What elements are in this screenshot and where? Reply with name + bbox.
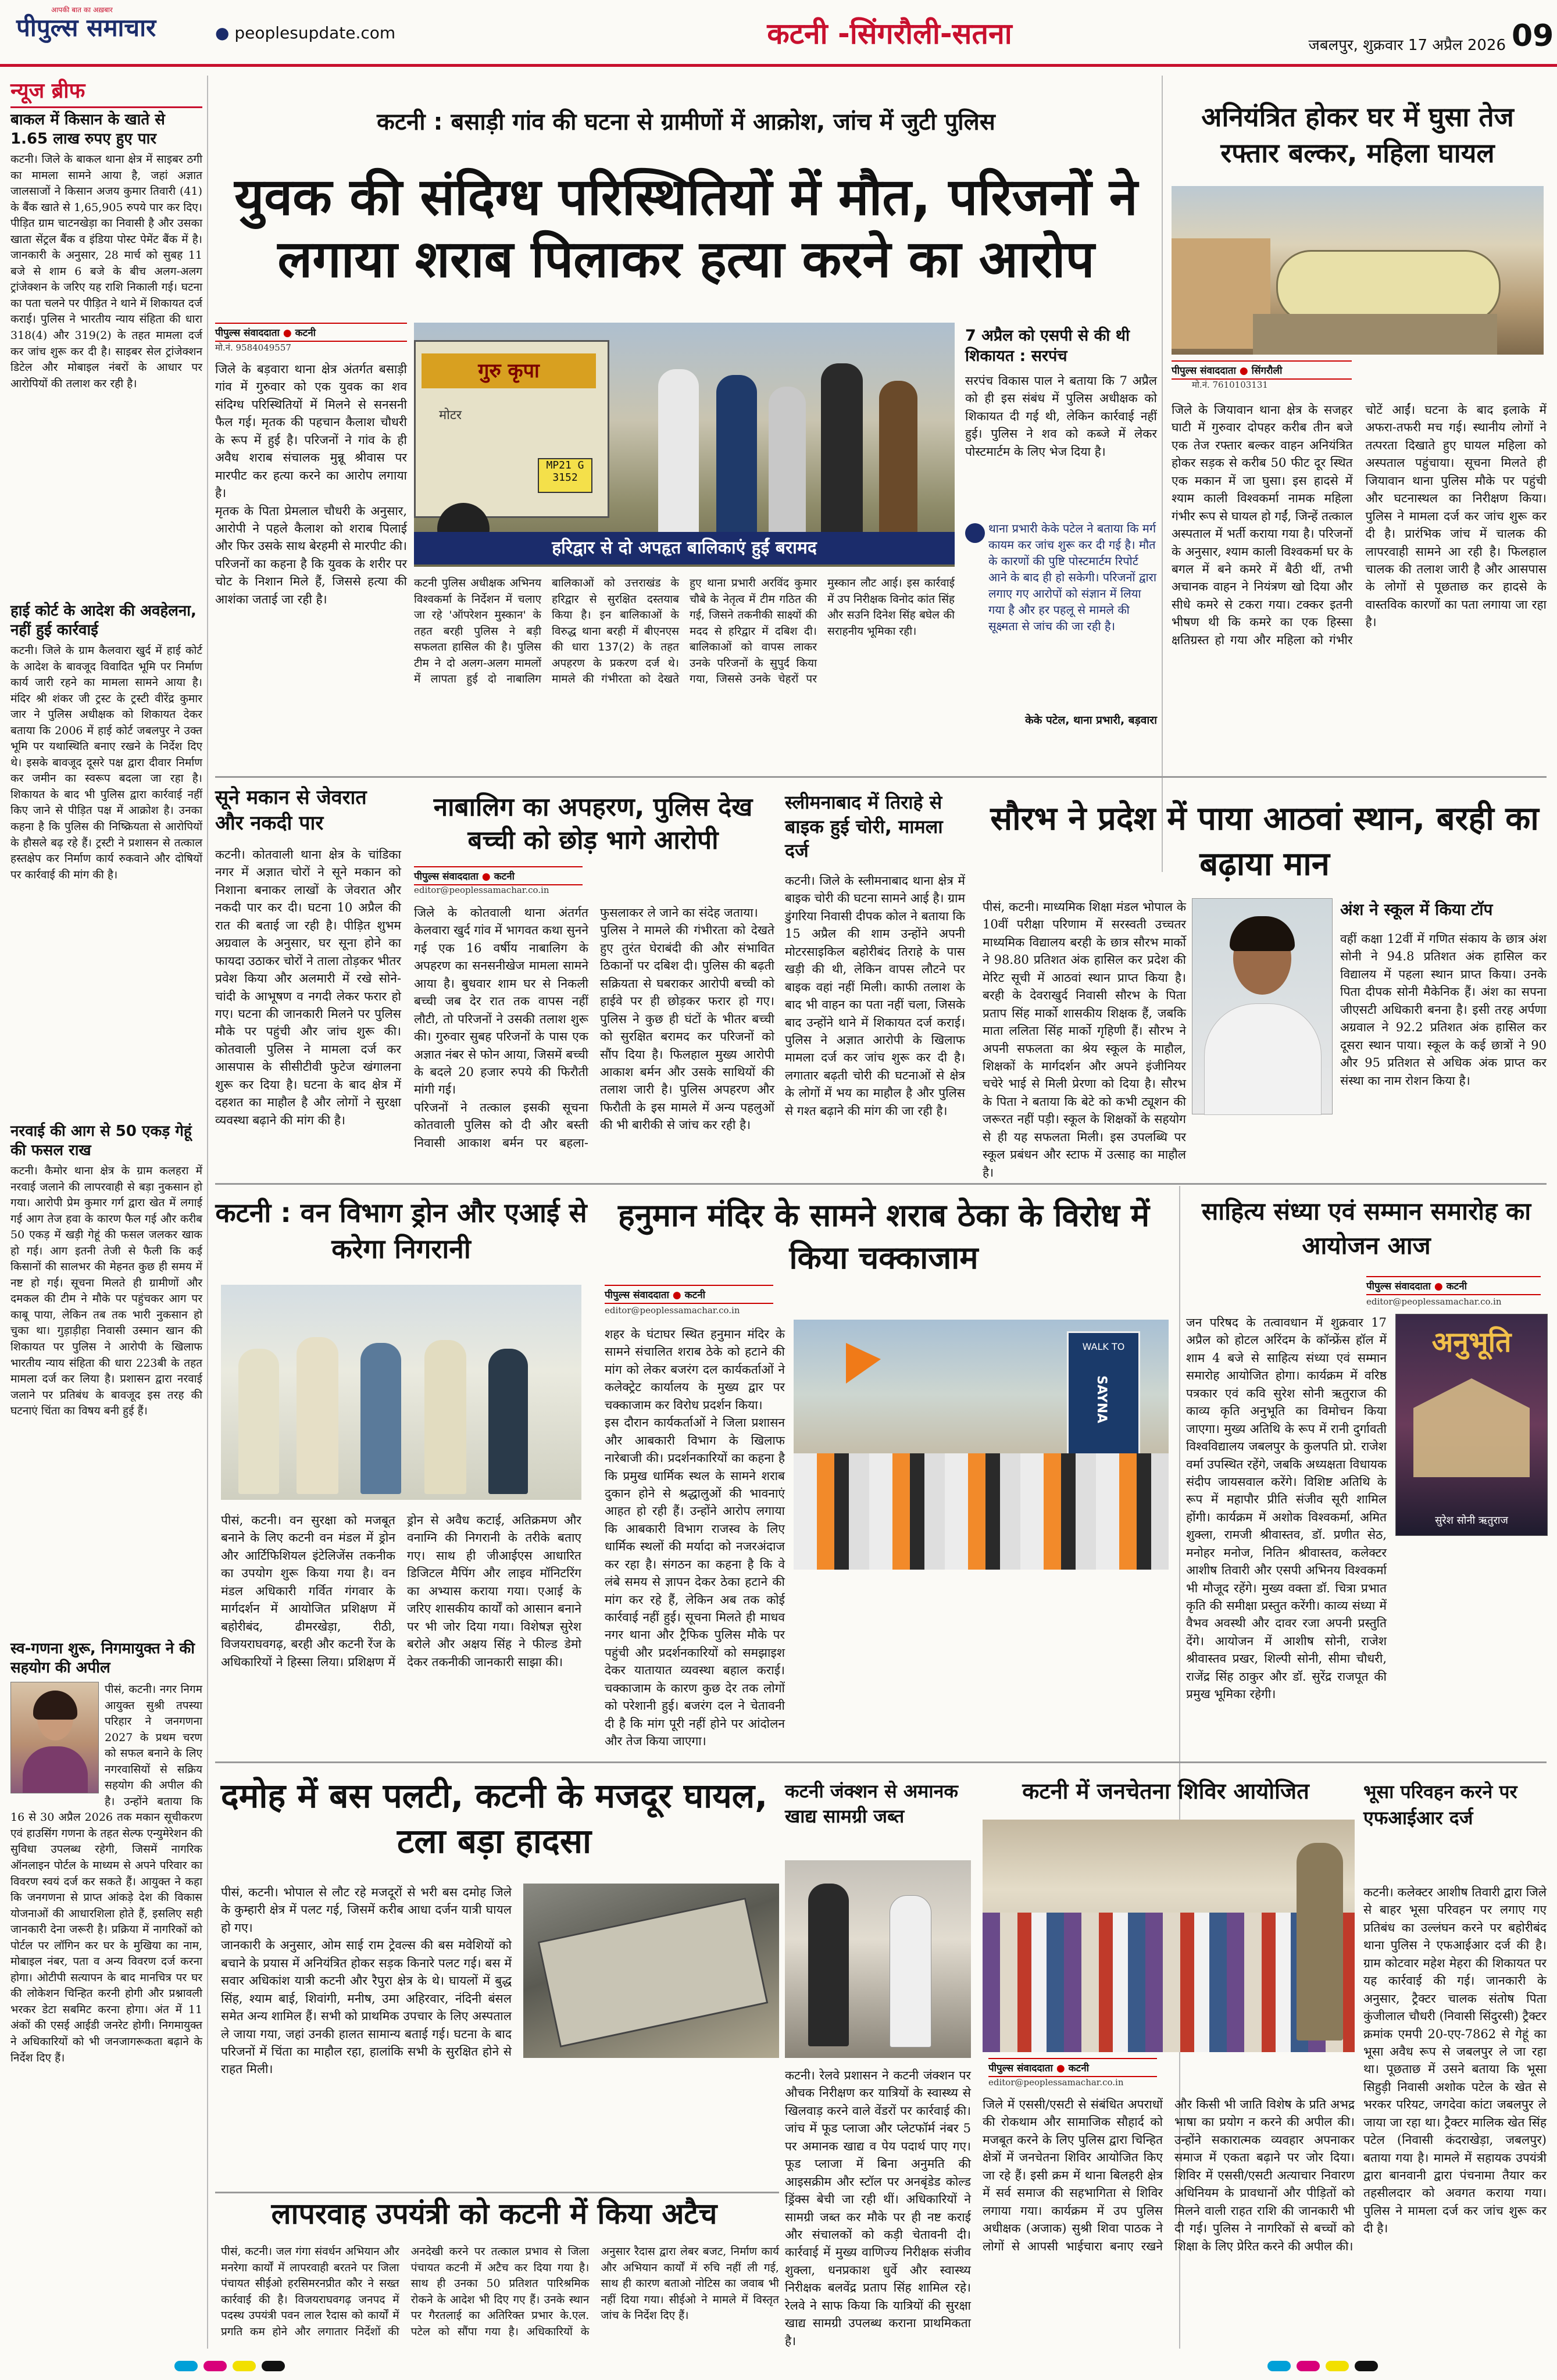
- truck-photo: [1172, 186, 1544, 355]
- temple-body-1: शहर के घंटाघर स्थित हनुमान मंदिर के सामने संचालित शराब ठेके को हटाने की मांग को लेकर बजरंग दल कार्यकर्ताओं ने कलेक्ट्रेट कार्यालय के मुख्य द्वार पर चक्काजाम कर विरोध प्रदर्शन किया। इस दौरान कार्यकर्ताओं ने जिला प्रशासन और आबकारी विभाग के खिलाफ नारेबाजी की। प्रदर्शनकारियों का कहना है कि प्रमुख धार्मिक स्थल के सामने शराब दुकान होने से श्रद्धालुओं की भावनाएं आहत हो रही हैं। उन्होंने आरोप लगाया कि आबकारी विभाग राजस्व के लिए धार्मिक स्थलों की मर्यादा को नजरअंदाज कर रहा है। संगठन का कहना है कि वे लंबे समय से ज्ञापन देकर ठेका हटाने की मांग कर रहे हैं, लेकिन अब तक कोई कार्रवाई नहीं हुई। सूचना मिलते ही माधव नगर थाना और ट्रैफिक पुलिस मौके पर पहुंची और प्रदर्शनकारियों को समझाइश देकर यातायात व्यवस्था बहाल कराई। चक्काजाम के कारण कुछ देर तक लोगों को परेशानी हुई। बजरंग दल ने चेतावनी दी है कि मांग पूरी नहीं होने पर आंदोलन और तेज किया जाएगा।: [605, 1327, 785, 1749]
- person-body-icon: [1204, 1003, 1322, 1115]
- camp-email: editor@peoplessamachar.co.in: [988, 2077, 1124, 2088]
- brief-headline: स्व-गणना शुरू, निगमायुक्त ने की सहयोग की अपील: [10, 1640, 195, 1677]
- section-divider: [215, 1183, 1547, 1185]
- bullet-icon: ●: [283, 327, 292, 339]
- person-figure: [238, 1349, 279, 1494]
- person-figure: [769, 387, 806, 538]
- truck-sign-small: मोटर: [439, 408, 462, 423]
- junction-body: कटनी। रेलवे प्रशासन ने कटनी जंक्शन पर औचक निरीक्षण कर यात्रियों के स्वास्थ्य से खिलवाड़ करने वाले वेंडरों पर कार्रवाई की। जांच में फूड प्लाजा और प्लेटफॉर्म नंबर 5 पर अमानक खाद्य व पेय पदार्थ पाए गए। फूड प्लाजा में बिना अनुमति की आइसक्रीम और स्टॉल पर अनबृंडेड कोल्ड ड्रिंक्स बेची जा रही थीं। अधिकारियों ने सामग्री जब्त कर मौके पर ही नष्ट कराई और संचालकों को कड़ी चेतावनी दी। कार्रवाई में मुख्य वाणिज्य निरीक्षक संजीव शुक्ला, धनप्रकाश धुर्वे और स्वास्थ्य निरीक्षक बलवेंद्र प्रताप सिंह शामिल रहे। रेलवे ने साफ किया कि यात्रियों की सुरक्षा खाद्य सामग्री उपलब्ध कराना प्राथमिकता है।: [785, 2068, 975, 2348]
- brief-item: [10, 1122, 206, 1593]
- website-link[interactable]: [215, 23, 395, 42]
- bus-photo: [523, 1884, 779, 2058]
- sahitya-headline: साहित्य संध्या एवं सम्मान समारोह का आयोजन आज: [1201, 1197, 1531, 1260]
- bullet-icon: ●: [1434, 1281, 1443, 1292]
- section-divider: [215, 2192, 779, 2193]
- number-plate: MP21 G 3152: [538, 458, 592, 493]
- issue-date: जबलपुर, शुक्रवार 17 अप्रैल 2026: [1308, 37, 1506, 54]
- attach-headline: लापरवाह उपयंत्री को कटनी में किया अटैच: [271, 2197, 717, 2231]
- brief-title: न्यूज ब्रीफ: [10, 76, 202, 108]
- byline-text: पीपुल्स संवाददाता: [1366, 1281, 1431, 1292]
- junction-headline: कटनी जंक्शन से अमानक खाद्य सामग्री जब्त: [785, 1780, 958, 1828]
- person-figure: [890, 1895, 931, 2047]
- brief-item: [10, 602, 206, 1062]
- bullet-icon: ●: [481, 871, 491, 882]
- temple-headline: हनुमान मंदिर के सामने शराब ठेका के विरोध में किया चक्काजाम: [617, 1197, 1150, 1276]
- column-divider: [207, 76, 208, 2349]
- saurabh-headline: सौरभ ने प्रदेश में पाया आठवां स्थान, बरही का बढ़ाया मान: [990, 800, 1539, 884]
- student-photo: [1192, 898, 1333, 1114]
- person-figure: [658, 369, 699, 538]
- yellow-mark: [233, 2361, 256, 2371]
- person-figure: [808, 1884, 849, 2046]
- magenta-mark: [203, 2361, 227, 2371]
- bus-headline: दमोह में बस पलटी, कटनी के मजदूर घायल, टला बड़ा हादसा: [220, 1776, 768, 1861]
- building-icon: [1413, 1378, 1530, 1477]
- book-cover: [1395, 1314, 1548, 1536]
- rescue-text: कटनी पुलिस अधीक्षक अभिनय विश्वकर्मा के निर्देशन में चलाए जा रहे 'ऑपरेशन मुस्कान' के तहत बरही पुलिस ने बड़ी सफलता हासिल की है। पुलिस टीम ने दो अलग-अलग मामलों में लापता हुई दो नाबालिग बालिकाओं को उत्तराखंड के हरिद्वार से सुरक्षित दस्तयाब किया है। इन बालिकाओं के विरुद्ध थाना बरही में बीएनएस की धारा 137(2) के तहत अपहरण के प्रकरण दर्ज थे। मामले की गंभीरता को देखते हुए थाना प्रभारी अरविंद कुमार चौबे के नेतृत्व में टीम गठित की गई, जिसने तकनीकी साक्ष्यों की मदद से हरिद्वार में दबिश दी। बालिकाओं को वापस लाकर उनके परिजनों के सुपुर्द किया गया, जिससे उनके चेहरों पर मुस्कान लौट आई। इस कार्रवाई में उप निरीक्षक विनोद कांत सिंह और सउनि दिनेश सिंह बघेल की सराहनीय भूमिका रही।: [414, 577, 959, 686]
- section-divider: [215, 1761, 1547, 1763]
- street-sign: [1067, 1331, 1140, 1463]
- section-title: कटनी -सिंगरौली-सतना: [767, 17, 1012, 51]
- kidnap-headline: नाबालिग का अपहरण, पुलिस देख बच्ची को छोड़ भागे आरोपी: [433, 792, 753, 856]
- crowd: [794, 1453, 1169, 1570]
- byline-text: पीपुल्स संवाददाता: [215, 327, 280, 339]
- food-photo: [785, 1860, 971, 2058]
- column-divider: [1162, 76, 1163, 872]
- attach-body: पीसं, कटनी। जल गंगा संवर्धन अभियान और मनरेगा कार्यों में लापरवाही बरतने पर जिला पंचायत सीईओ हरसिमरनप्रीत कौर ने सख्त कार्रवाई की है। विजयराघवगढ़ जनपद में पदस्थ उपयंत्री पवन लाल रैदास को कार्यों में प्रगति कम होने और लगातार निर्देशों की अनदेखी करने पर तत्काल प्रभाव से जिला पंचायत कटनी में अटैच कर दिया गया है। साथ ही उनका 50 प्रतिशत पारिश्रमिक रोकने के आदेश भी दिए गए हैं। उनके स्थान पर गैरतलाई का अतिरिक्त प्रभार के.एल. पटेल को सौंपा गया है। अधिकारियों के अनुसार रैदास द्वारा लेबर बजट, निर्माण कार्य और अभियान कार्यों में रुचि नहीं ली गई, साथ ही कारण बताओ नोटिस का जवाब भी नहीं दिया गया। सीईओ ने मामले में विस्तृत जांच के निर्देश दिए हैं।: [221, 2245, 783, 2338]
- byline-place: कटनी: [1068, 2063, 1090, 2074]
- truck-headline: अनियंत्रित होकर घर में घुसा तेज रफ्तार बल्कर, महिला घायल: [1201, 101, 1514, 169]
- truck-sign: [422, 353, 596, 388]
- brief-body: कटनी। जिले के ग्राम कैलवारा खुर्द में हाई कोर्ट के आदेश के बावजूद विवादित भूमि पर निर्माण कार्य जारी रहने का मामला सामने आया है। मंदिर श्री शंकर जी ट्रस्ट के ट्रस्टी वीरेंद्र कुमार जार ने पुलिस अधीक्षक को शिकायत देकर बताया कि 2006 में हाई कोर्ट जबलपुर ने उक्त भूमि पर यथास्थिति बनाए रखने के निर्देश दिए थे। इसके बावजूद दूसरे पक्ष द्वारा दीवार निर्माण कर जमीन का स्वरूप बदला जा रहा है। शिकायत के बाद भी पुलिस द्वारा कार्रवाई नहीं किए जाने से पीड़ित पक्ष में आक्रोश है। उनका कहना है कि पुलिस की निष्क्रियता से आरोपियों के हौसले बढ़ रहे हैं। ट्रस्टी ने प्रशासन से तत्काल हस्तक्षेप कर निर्माण कार्य रुकवाने और दोषियों पर कार्रवाई की मांग की है।: [10, 644, 206, 881]
- temple-email: editor@peoplessamachar.co.in: [605, 1305, 740, 1316]
- page-number: 09: [1512, 19, 1554, 53]
- brief-body: पीसं, कटनी। नगर निगम आयुक्त सुश्री तपस्या परिहार ने जनगणना 2027 के प्रथम चरण को सफल बनाने के लिए नगरवासियों से सक्रिय सहयोग की अपील की है। उन्होंने बताया कि 16 से 30 अप्रैल 2026 तक मकान सूचीकरण एवं हाउसिंग गणना के तहत सेल्फ एन्युमेरेशन की सुविधा उपलब्ध रहेगी, जिसमें नागरिक ऑनलाइन पोर्टल के माध्यम से अपने परिवार का विवरण स्वयं दर्ज कर सकते हैं। आयुक्त ने कहा कि जनगणना से प्राप्त आंकड़े देश की विकास योजनाओं की आधारशिला होते हैं, इसलिए सही जानकारी देना जरूरी है। प्रक्रिया में नागरिकों को पोर्टल पर लॉगिन कर घर के मुखिया का नाम, मोबाइल नंबर, पता व अन्य विवरण दर्ज करना होगा। ओटीपी सत्यापन के बाद मानचित्र पर घर की लोकेशन चिन्हित करनी होगी और प्रश्नावली भरकर डेटा सबमिट करना होगा। अंत में 11 अंकों की एसई आईडी जनरेट होगी। निगमायुक्त ने अधिकारियों को भी जनजागरूकता बढ़ाने के निर्देश दिए हैं।: [10, 1683, 206, 2064]
- person-figure: [879, 381, 917, 538]
- byline-place: कटनी: [684, 1289, 706, 1301]
- truck-body: जिले के जियावान थाना क्षेत्र के सजहर घाटी में गुरुवार दोपहर करीब तीन बजे एक तेज रफ्तार बल्कर वाहन अनियंत्रित होकर सड़क से करीब 50 फीट दूर स्थित एक मकान में जा घुसा। इस हादसे में श्याम काली विश्वकर्मा नामक महिला गंभीर रूप से घायल हो गईं, जिन्हें तत्काल अस्पताल में भर्ती कराया गया है। परिजनों के अनुसार, श्याम काली विश्वकर्मा घर के बगल में बने कमरे में बैठी थीं, तभी अचानक वाहन ने नियंत्रण खो दिया और सीधे कमरे से टकरा गया। टक्कर इतनी भीषण थी कि कमरे का एक हिस्सा क्षतिग्रस्त हो गया और महिला को गंभीर चोटें आईं। घटना के बाद इलाके में अफरा-तफरी मच गई। स्थानीय लोगों ने तत्परता दिखाते हुए घायल महिला को अस्पताल पहुंचाया। सूचना मिलते ही जियावान थाना पुलिस मौके पर पहुंची और घटनास्थल का निरीक्षण किया। पुलिस ने मामला दर्ज कर जांच शुरू कर दी है। प्रारंभिक जांच में चालक की लापरवाही सामने आ रही है। फिलहाल चालक की तलाश जारी है और आसपास के लोगों से पूछताछ कर हादसे के वास्तविक कारणों का पता लगाया जा रहा है।: [1172, 403, 1551, 647]
- temple-body-2: [605, 1575, 1169, 1750]
- yellow-mark: [1326, 2361, 1349, 2371]
- sahitya-email: editor@peoplessamachar.co.in: [1366, 1296, 1502, 1307]
- bus-body: पीसं, कटनी। भोपाल से लौट रहे मजदूरों से भरी बस दमोह जिले के कुम्हारी क्षेत्र में पलट गई, जिसमें करीब आधा दर्जन यात्री घायल हो गए। जानकारी के अनुसार, ओम साई राम ट्रेवल्स की बस मवेशियों को बचाने के प्रयास में अनियंत्रित होकर सड़क किनारे पलट गई। बस में सवार अधिकांश यात्री कटनी और रैपुरा क्षेत्र के थे। घायलों में बुद्ध सिंह, श्याम बाई, शिवांगी, मनीष, उमा अहिरवार, नंदिनी बंसल समेत अन्य शामिल हैं। सभी को प्राथमिक उपचार के लिए अस्पताल ले जाया गया, जहां उनकी हालत सामान्य बताई गई। घटना के बाद परिजनों में चिंता का माहौल रहा, हालांकि सभी के सुरक्षित होने से राहत मिली।: [221, 1885, 512, 2077]
- camp-byline: [988, 2058, 1157, 2077]
- byline-text: पीपुल्स संवाददाता: [605, 1289, 669, 1301]
- brief-body: कटनी। कैमोर थाना क्षेत्र के ग्राम कलहरा में नरवाई जलाने की लापरवाही से बड़ा नुकसान हो गया। आरोपी प्रेम कुमार गर्ग द्वारा खेत में लगाई गई आग तेज हवा के कारण फैल गई और करीब 50 एकड़ में खड़ी गेहूं की फसल जलकर खाक हो गई। आग इतनी तेजी से फैली कि कई किसानों की सालभर की मेहनत कुछ ही समय में नष्ट हो गई। सूचना मिलते ही ग्रामीणों और दमकल की टीम ने मौके पर पहुंचकर आग पर काबू पाया, लेकिन तब तक भारी नुकसान हो चुका था। गुड़ाड़ीहा निवासी उस्मान खान की शिकायत पर पुलिस ने आरोपी के खिलाफ भारतीय न्याय संहिता की धारा 223बी के तहत मामला दर्ज कर लिया है। प्रशासन द्वारा नरवाई जलाने पर प्रतिबंध के बावजूद इस तरह की घटनाएं चिंता का विषय बनी हुई हैं।: [10, 1164, 206, 1418]
- saurabh-body: पीसं, कटनी। माध्यमिक शिक्षा मंडल भोपाल के 10वीं परीक्षा परिणाम में सरस्वती उच्चतर माध्यमिक विद्यालय बरही के छात्र सौरभ मार्को ने 98.80 प्रतिशत अंक हासिल कर प्रदेश की मेरिट सूची में आठवां स्थान प्राप्त किया है। बरही के देवराखुर्द निवासी सौरभ के पिता प्रताप सिंह मार्को शासकीय शिक्षक हैं, जबकि माता ललिता सिंह मार्को गृहिणी हैं। सौरभ ने अपनी सफलता का श्रेय स्कूल के माहौल, शिक्षकों के मार्गदर्शन और अपने इंजीनियर चचेरे भाई से मिली प्रेरणा को दिया है। सौरभ के पिता ने बताया कि बेटे को कभी ट्यूशन की जरूरत नहीं पड़ी। स्कूल के शिक्षकों के सहयोग से ही यह सफलता मिली। इस उपलब्धि पर स्कूल प्रबंधन और स्टाफ में उत्साह का माहौल है।: [983, 900, 1190, 1180]
- website-text: peoplesupdate.com: [234, 23, 396, 42]
- logo-tag: आपकी बात का अख़बार: [51, 6, 113, 14]
- brief-item: [10, 110, 206, 570]
- rubble: [1253, 314, 1497, 355]
- globe-icon: ●: [215, 23, 230, 42]
- sahitya-body: जन परिषद के तत्वावधान में शुक्रवार 17 अप्रैल को होटल अरिंदम के कॉन्फ्रेंस हॉल में शाम 4 बजे से साहित्य संध्या एवं सम्मान समारोह आयोजित होगा। कार्यक्रम में वरिष्ठ पत्रकार एवं कवि सुरेश सोनी ऋतुराज की काव्य कृति अनुभूति का विमोचन किया जाएगा। मुख्य अतिथि के रूप में रानी दुर्गावती विश्वविद्यालय जबलपुर के कुलपति प्रो. राजेश वर्मा उपस्थित रहेंगे, जबकि अध्यक्षता विधायक संदीप जायसवाल करेंगे। विशिष्ट अतिथि के रूप में महापौर प्रीति संजीव सूरी शामिल होंगी। कार्यक्रम में अशोक विश्वकर्मा, अमित शुक्ला, रामजी श्रीवास्तव, डॉ. प्रणीत सेठ, मनोहर मनोज, नितिन श्रीवास्तव, कलेक्टर आशीष तिवारी और एसपी अभिनय विश्वकर्मा भी मौजूद रहेंगे। मुख्य वक्ता डॉ. चित्रा प्रभात कृति की समीक्षा प्रस्तुत करेंगी। काव्य संध्या में वैभव अवस्थी और दावर रजा अपनी प्रस्तुति देंगे। आयोजन में आशीष सोनी, राजेश श्रीवास्तव प्रखर, शिल्पी सोनी, सीमा चौधरी, राजेंद्र सिंह ठाकुर और डॉ. सुरेंद्र राजपूत की प्रमुख भूमिका रहेगी।: [1186, 1316, 1391, 1702]
- bullet-icon: ●: [1056, 2063, 1065, 2074]
- truck-byline: [1172, 360, 1352, 380]
- bike-body: कटनी। जिले के स्लीमनाबाद थाना क्षेत्र में बाइक चोरी की घटना सामने आई है। ग्राम डुंगरिया निवासी दीपक कोल ने बताया कि 15 अप्रैल की शाम उन्होंने अपनी मोटरसाइकिल बहोरीबंद तिराहे के पास खड़ी की थी, लेकिन वापस लौटने पर बाइक वहां नहीं मिली। काफी तलाश के बाद भी वाहन का पता नहीं चला, जिसके बाद उन्होंने थाने में शिकायत दर्ज कराई। पुलिस ने अज्ञात आरोपी के खिलाफ मामला दर्ज कर जांच शुरू कर दी है। लगातार बढ़ती चोरी की घटनाओं से क्षेत्र के लोगों में भय का माहौल है और पुलिस से गश्त बढ़ाने की मांग की जा रही है।: [785, 874, 969, 1118]
- person-figure: [488, 1349, 528, 1494]
- sahitya-byline: [1366, 1276, 1541, 1295]
- lead-headline: युवक की संदिग्ध परिस्थितियों में मौत, परिजनों ने लगाया शराब पिलाकर हत्या करने का आरोप: [234, 167, 1138, 290]
- bike-headline: स्लीमनाबाद में तिराहे से बाइक हुई चोरी, मामला दर्ज: [785, 791, 943, 862]
- truck-body: [414, 340, 609, 518]
- book-title: अनुभूति: [1431, 1326, 1512, 1359]
- kidnap-email: editor@peoplessamachar.co.in: [414, 885, 549, 895]
- quote-mark-icon: [965, 523, 985, 543]
- brief-headline: नरवाई की आग से 50 एकड़ गेहूं की फसल राख: [10, 1123, 192, 1159]
- brand-logo: [16, 6, 208, 56]
- truck-sign-text: गुरु कृपा: [478, 359, 540, 383]
- tanker-body: [1276, 250, 1501, 323]
- sign-small-text: WALK TO: [1082, 1341, 1125, 1352]
- fir-body: कटनी। कलेक्टर आशीष तिवारी द्वारा जिले से बाहर भूसा परिवहन पर लगाए गए प्रतिबंध का उल्लंघन करने पर बहोरीबंद थाना पुलिस ने एफआईआर दर्ज की है। ग्राम कोटवार महेश मेहरा की शिकायत पर यह कार्रवाई की गई। जानकारी के अनुसार, ट्रैक्टर चालक संतोष पिता कुंजीलाल चौधरी (निवासी सिंदुरसी) ट्रैक्टर क्रमांक एमपी 20-एए-7862 से गेहूं का भूसा अवैध रूप से जबलपुर ले जा रहा था। पूछताछ में उसने बताया कि भूसा सिहुड़ी निवासी अशोक पटेल के खेत से भरकर परियट, जगदेवा कांटा जबलपुर ले जाया जा रहा था। ट्रैक्टर मालिक खेत सिंह पटेल (निवासी कंदराखेड़ा, जबलपुर) बताया गया है। मामले में सहायक उपयंत्री द्वारा बानवानी द्वारा पंचनामा तैयार कर तहसीलदार को अवगत कराया गया। पुलिस ने मामला दर्ज कर जांच शुरू कर दी है।: [1363, 1885, 1551, 2236]
- masthead-rule: [0, 64, 1557, 67]
- byline-place: कटनी: [295, 327, 316, 339]
- person-figure: [716, 375, 757, 538]
- cyan-mark: [174, 2361, 198, 2371]
- bullet-icon: ●: [672, 1289, 681, 1301]
- drone-body: पीसं, कटनी। वन सुरक्षा को मजबूत बनाने के लिए कटनी वन मंडल में ड्रोन और आर्टिफिशियल इंटेलिजेंस तकनीक का उपयोग शुरू किया गया है। वन मंडल अधिकारी गर्वित गंगवार के मार्गदर्शन में आयोजित प्रशिक्षण में बहोरीबंद, ढीमरखेड़ा, रीठी, विजयराघवगढ़, बरही और कटनी रेंज के अधिकारियों ने हिस्सा लिया। प्रशिक्षण में ड्रोन से अवैध कटाई, अतिक्रमण और वनाग्नि की निगरानी के तरीके बताए गए। साथ ही जीआईएस आधारित डिजिटल मैपिंग और लाइव मॉनिटरिंग का अभ्यास कराया गया। एआई के जरिए शासकीय कार्यों को आसान बनाने पर भी जोर दिया गया। विशेषज्ञ सुरेश बरोले और अक्षय सिंह ने फील्ड डेमो देकर तकनीकी जानकारी साझा की।: [221, 1513, 585, 1669]
- gold-body: कटनी। कोतवाली थाना क्षेत्र के चांडिका नगर में अज्ञात चोरों ने सूने मकान को निशाना बनाकर लाखों के जेवरात और नकदी पार कर दी। घटना 10 अप्रैल की रात की बताई जा रही है। पीड़ित शुभम अग्रवाल के अनुसार, घर सूना होने का फायदा उठाकर चोरों ने ताला तोड़कर भीतर प्रवेश किया और अलमारी में रखे सोने-चांदी के आभूषण व नगदी लेकर फरार हो गए। घटना की जानकारी मिलने पर पुलिस मौके पर पहुंची और जांच शुरू की। कोतवाली पुलिस ने मामला दर्ज कर आसपास के सीसीटीवी फुटेज खंगालना शुरू कर दिया है। घटना के बाद क्षेत्र में दहशत का माहौल है और लोगों ने सुरक्षा व्यवस्था बढ़ाने की मांग की है।: [215, 848, 405, 1127]
- drone-headline: कटनी : वन विभाग ड्रोन और एआई से करेगा निगरानी: [215, 1197, 587, 1265]
- person-figure: [424, 1340, 466, 1494]
- drone-photo: [221, 1285, 581, 1500]
- book-author: सुरेश सोनी ऋतुराज: [1435, 1514, 1508, 1527]
- photo-caption-bar: हरिद्वार से दो अपहृत बालिकाएं हुईं बरामद: [414, 532, 955, 564]
- byline-place: सिंगरौली: [1251, 365, 1283, 377]
- side-head: 7 अप्रैल को एसपी से की थी शिकायत : सरपंच: [965, 327, 1130, 366]
- kidnap-byline: [414, 866, 583, 885]
- side-body: सरपंच विकास पाल ने बताया कि 7 अप्रैल को ही इस संबंध में पुलिस अधीक्षक को शिकायत दी गई थी, लेकिन कार्रवाई नहीं हुई। पुलिस ने शव को कब्जे में लेकर पोस्टमार्टम के लिए भेज दिया है।: [965, 374, 1161, 459]
- lead-photo: [414, 323, 955, 567]
- camp-photo: [983, 1820, 1355, 2052]
- lead-mobile: मो.नं. 9584049557: [215, 342, 291, 353]
- kidnap-body: जिले के कोतवाली थाना अंतर्गत केलवारा खुर्द गांव में भागवत कथा सुनने गई एक 16 वर्षीय नाबालिग के अपहरण का सनसनीखेज मामला सामने आया है। बुधवार शाम घर से निकली बच्ची जब देर रात तक वापस नहीं लौटी, तो परिजनों ने उसकी तलाश शुरू की। गुरुवार सुबह परिजनों के पास एक अज्ञात नंबर से फोन आया, जिसमें बच्ची के बदले 20 हजार रुपये की फिरौती मांगी गई। परिजनों ने तत्काल इसकी सूचना कोतवाली पुलिस को दी और बस्ती निवासी आकाश बर्मन पर बहला-फुसलाकर ले जाने का संदेह जताया। पुलिस ने मामले की गंभीरता को देखते हुए तुरंत घेराबंदी की और संभावित ठिकानों पर दबिश दी। पुलिस की बढ़ती सक्रियता से घबराकर आरोपी बच्ची को हाईवे पर ही छोड़कर फरार हो गए। पुलिस ने कुछ ही घंटों के भीतर बच्ची को सुरक्षित बरामद कर परिजनों को सौंप दिया है। फिलहाल मुख्य आरोपी आकाश बर्मन और उसके साथियों की तलाश जारी है। पुलिस अपहरण और फिरौती के इस मामले में अन्य पहलुओं की भी बारीकी से जांच कर रही है।: [414, 906, 774, 1150]
- bus-body-2: [523, 2064, 779, 2186]
- lead-kicker: कटनी : बसाड़ी गांव की घटना से ग्रामीणों में आक्रोश, जांच में जुटी पुलिस: [377, 109, 995, 135]
- person-figure: [360, 1343, 401, 1494]
- lead-byline: [215, 323, 407, 342]
- ansh-subhead: अंश ने स्कूल में किया टॉप: [1340, 900, 1493, 919]
- fir-headline: भूसा परिवहन करने पर एफआईआर दर्ज: [1363, 1781, 1517, 1829]
- registration-marks: [0, 2357, 1557, 2375]
- black-mark: [262, 2361, 285, 2371]
- brief-item: [10, 1639, 206, 2292]
- masthead: [0, 0, 1557, 70]
- brief-headline: हाई कोर्ट के आदेश की अवहेलना, नहीं हुई कार्रवाई: [10, 602, 197, 639]
- news-brief-column: [10, 76, 206, 2366]
- bullet-icon: ●: [1239, 365, 1248, 377]
- bus-wreck: [538, 1897, 769, 2047]
- camp-body: जिले में एससी/एसटी से संबंधित अपराधों की रोकथाम और सामाजिक सौहार्द को मजबूत करने के लिए पुलिस द्वारा चिन्हित क्षेत्रों में जनचेतना शिविर आयोजित किए जा रहे हैं। इसी क्रम में थाना बिलहरी क्षेत्र में सर्व समाज की सहभागिता से शिविर लगाया गया। कार्यक्रम में उप पुलिस अधीक्षक (अजाक) सुश्री शिवा पाठक ने लोगों से आपसी भाईचारा बनाए रखने और किसी भी जाति विशेष के प्रति अभद्र भाषा का प्रयोग न करने की अपील की। उन्होंने सकारात्मक व्यवहार अपनाकर समाज में एकता बढ़ाने पर जोर दिया। शिविर में एससी/एसटी अत्याचार निवारण अधिनियम के प्रावधानों और पीड़ितों को मिलने वाली राहत राशि की जानकारी भी दी गई। पुलिस ने नागरिकों से बच्चों को शिक्षा के लिए प्रेरित करने की अपील की।: [983, 2097, 1359, 2253]
- cyan-mark: [1267, 2361, 1291, 2371]
- police-quote: थाना प्रभारी केके पटेल ने बताया कि मर्ग कायम कर जांच शुरू कर दी गई है। मौत के कारणों की पुष्टि पोस्टमार्टम रिपोर्ट आने के बाद ही हो सकेगी। परिजनों द्वारा लगाए गए आरोपों को संज्ञान में लिया गया है और हर पहलू से मामले की सूक्ष्मता से जांच की जा रही है।: [988, 521, 1157, 633]
- byline-text: पीपुल्स संवाददाता: [988, 2063, 1053, 2074]
- byline-text: पीपुल्स संवाददाता: [1172, 365, 1236, 377]
- black-mark: [1355, 2361, 1378, 2371]
- truck-mobile: मो.नं. 7610103131: [1192, 380, 1268, 390]
- magenta-mark: [1297, 2361, 1320, 2371]
- person-hair-icon: [1230, 916, 1295, 951]
- person-figure: [821, 363, 863, 538]
- section-divider: [215, 776, 1547, 778]
- sign-text: SAYNA: [1094, 1375, 1109, 1424]
- protest-photo: [794, 1320, 1169, 1570]
- gold-headline: सूने मकान से जेवरात और नकदी पार: [215, 786, 367, 835]
- byline-text: पीपुल्स संवाददाता: [414, 871, 478, 882]
- ansh-body: वहीं कक्षा 12वीं में गणित संकाय के छात्र अंश सोनी ने 94.8 प्रतिशत अंक हासिल कर विद्यालय में पहला स्थान प्राप्त किया। उनके पिता दीपक सोनी मैकेनिक हैं। अंश का सपना जीएसटी अधिकारी बनना है। इसी तरह अर्पणा अग्रवाल ने 92.2 प्रतिशत अंक हासिल कर दूसरा स्थान पाया। स्कूल के कई छात्रों ने 90 और 95 प्रतिशत से अधिक अंक प्राप्त कर संस्था का नाम रोशन किया है।: [1340, 932, 1551, 1088]
- logo-text: पीपुल्स समाचार: [16, 13, 156, 42]
- flag-icon: [846, 1343, 881, 1384]
- camp-headline: कटनी में जनचेतना शिविर आयोजित: [1022, 1778, 1309, 1804]
- brief-body: कटनी। जिले के बाकल थाना क्षेत्र में साइबर ठगी का मामला सामने आया है, जहां अज्ञात जालसाजों ने किसान अजय कुमार तिवारी (41) के बैंक खाते से 1,65,905 रुपये पार कर दिए। पीड़ित ग्राम चाटनखेड़ा का निवासी है और उसका खाता सेंट्रल बैंक व इंडिया पोस्ट पेमेंट बैंक में है। जानकारी के अनुसार, 28 मार्च को सुबह 11 बजे से शाम 6 बजे के बीच अलग-अलग ट्रांजेक्शन के जरिए यह राशि निकाली गई। घटना का पता चलने पर पीड़ित ने थाने में शिकायत दर्ज कराई। पुलिस ने भारतीय न्याय संहिता की धारा 318(4) और 319(2) के तहत मामला दर्ज कर जांच शुरू कर दी है। साइबर सेल ट्रांजेक्शन डिटेल और मोबाइल नंबरों के आधार पर आरोपियों की तलाश कर रही है।: [10, 153, 206, 390]
- person-figure: [297, 1337, 338, 1494]
- byline-place: कटनी: [494, 871, 515, 882]
- temple-byline: [605, 1285, 773, 1304]
- quote-attribution: केके पटेल, थाना प्रभारी, बड़वारा: [1025, 714, 1157, 727]
- lead-body: जिले के बड़वारा थाना क्षेत्र अंतर्गत बसाड़ी गांव में गुरुवार को एक युवक का शव संदिग्ध परिस्थितियों में मिलने से सनसनी फैल गई। मृतक की पहचान कैलाश चौधरी के रूप में हुई है। परिजनों ने गांव के ही अवैध शराब संचालक मुन्नू श्रीवास पर मारपीट कर हत्या करने का आरोप लगाया है। मृतक के पिता प्रेमलाल चौधरी के अनुसार, आरोपी ने पहले कैलाश को शराब पिलाई और फिर उसके साथ बेरहमी से मारपीट की। परिजनों का कहना है कि युवक के शरीर पर चोट के निशान मिले हैं, जिससे हत्या की आशंका जताई जा रही है।: [215, 362, 408, 606]
- brief-headline: बाकल में किसान के खाते से 1.65 लाख रुपए हुए पार: [10, 111, 165, 148]
- byline-place: कटनी: [1446, 1281, 1467, 1292]
- officer-figure: [1297, 1843, 1343, 2040]
